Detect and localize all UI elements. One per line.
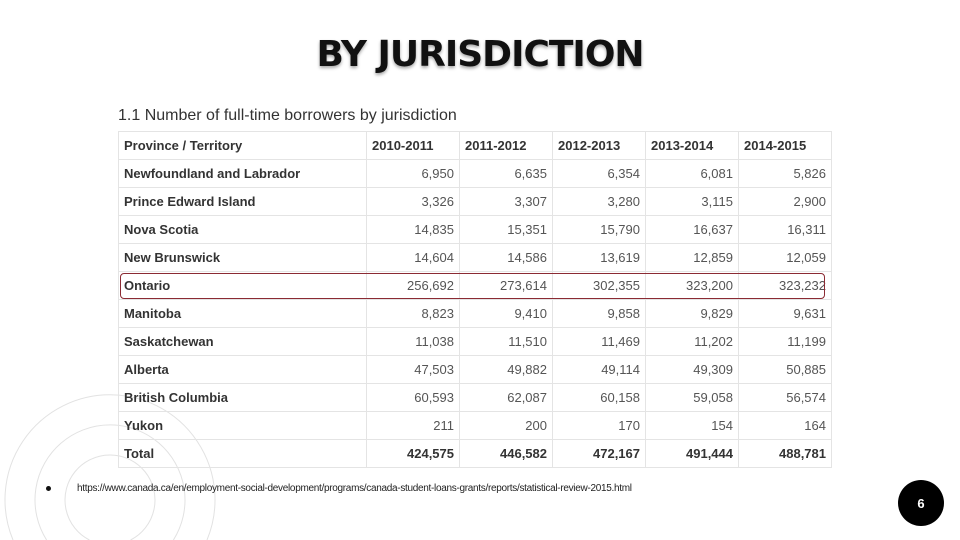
borrower-count: 50,885 [739, 356, 832, 384]
borrower-count: 170 [553, 412, 646, 440]
borrower-count: 16,637 [646, 216, 739, 244]
borrower-count: 6,950 [367, 160, 460, 188]
borrower-count: 211 [367, 412, 460, 440]
source-url[interactable]: https://www.canada.ca/en/employment-social-development/programs/canada-student-loans-grants/reports/statistical-review-2015.html [77, 483, 632, 494]
table-row [119, 244, 832, 272]
borrower-count: 154 [646, 412, 739, 440]
borrower-count: 49,114 [553, 356, 646, 384]
borrower-count: 49,882 [460, 356, 553, 384]
borrower-count: 6,081 [646, 160, 739, 188]
borrower-count: 11,469 [553, 328, 646, 356]
table-row [119, 384, 832, 412]
borrower-count: 446,582 [460, 440, 553, 468]
borrower-count: 11,510 [460, 328, 553, 356]
province-name: Newfoundland and Labrador [119, 160, 367, 188]
header-year: 2012-2013 [553, 132, 646, 160]
borrower-count: 14,835 [367, 216, 460, 244]
bullet-icon [46, 486, 51, 491]
province-name: Alberta [119, 356, 367, 384]
province-name: New Brunswick [119, 244, 367, 272]
borrower-count: 16,311 [739, 216, 832, 244]
table-caption: 1.1 Number of full-time borrowers by jurisdiction [118, 107, 457, 124]
table-row [119, 300, 832, 328]
borrower-count: 3,326 [367, 188, 460, 216]
province-name: Manitoba [119, 300, 367, 328]
borrower-count: 62,087 [460, 384, 553, 412]
table-header-row [119, 132, 832, 160]
table-row [119, 328, 832, 356]
borrower-count: 11,202 [646, 328, 739, 356]
borrower-count: 200 [460, 412, 553, 440]
header-year: 2014-2015 [739, 132, 832, 160]
borrower-count: 60,158 [553, 384, 646, 412]
borrower-count: 9,829 [646, 300, 739, 328]
borrower-count: 424,575 [367, 440, 460, 468]
borrower-count: 256,692 [367, 272, 460, 300]
table-row [119, 356, 832, 384]
borrower-count: 488,781 [739, 440, 832, 468]
province-name: Prince Edward Island [119, 188, 367, 216]
borrower-count: 12,059 [739, 244, 832, 272]
table-row [119, 160, 832, 188]
province-name: Saskatchewan [119, 328, 367, 356]
borrower-count: 11,038 [367, 328, 460, 356]
province-name: Total [119, 440, 367, 468]
borrower-count: 60,593 [367, 384, 460, 412]
borrower-count: 12,859 [646, 244, 739, 272]
borrower-count: 11,199 [739, 328, 832, 356]
borrower-count: 5,826 [739, 160, 832, 188]
borrower-count: 15,790 [553, 216, 646, 244]
borrower-count: 6,635 [460, 160, 553, 188]
borrower-count: 13,619 [553, 244, 646, 272]
province-name: Yukon [119, 412, 367, 440]
borrower-count: 8,823 [367, 300, 460, 328]
header-year: 2011-2012 [460, 132, 553, 160]
borrower-count: 2,900 [739, 188, 832, 216]
borrower-count: 323,232 [739, 272, 832, 300]
borrower-count: 6,354 [553, 160, 646, 188]
borrower-count: 49,309 [646, 356, 739, 384]
borrower-count: 302,355 [553, 272, 646, 300]
table-row [119, 216, 832, 244]
borrower-count: 59,058 [646, 384, 739, 412]
borrower-count: 472,167 [553, 440, 646, 468]
borrower-count: 9,410 [460, 300, 553, 328]
borrower-count: 15,351 [460, 216, 553, 244]
province-name: British Columbia [119, 384, 367, 412]
borrower-count: 14,604 [367, 244, 460, 272]
ontario-highlight-box [120, 273, 825, 299]
borrower-count: 164 [739, 412, 832, 440]
province-name: Ontario [119, 272, 367, 300]
province-name: Nova Scotia [119, 216, 367, 244]
borrower-count: 14,586 [460, 244, 553, 272]
borrower-count: 47,503 [367, 356, 460, 384]
borrowers-table [118, 131, 832, 468]
source-bullet [46, 483, 632, 494]
page-number: 6 [898, 480, 944, 526]
borrower-count: 9,631 [739, 300, 832, 328]
borrower-count: 273,614 [460, 272, 553, 300]
borrower-count: 56,574 [739, 384, 832, 412]
borrower-count: 3,280 [553, 188, 646, 216]
header-year: 2013-2014 [646, 132, 739, 160]
borrower-count: 3,115 [646, 188, 739, 216]
slide-title: BY JURISDICTION [316, 34, 644, 75]
header-province: Province / Territory [119, 132, 367, 160]
borrower-count: 491,444 [646, 440, 739, 468]
borrower-count: 323,200 [646, 272, 739, 300]
table-row [119, 188, 832, 216]
table-row [119, 412, 832, 440]
total-row [119, 440, 832, 468]
borrower-count: 9,858 [553, 300, 646, 328]
header-year: 2010-2011 [367, 132, 460, 160]
borrower-count: 3,307 [460, 188, 553, 216]
